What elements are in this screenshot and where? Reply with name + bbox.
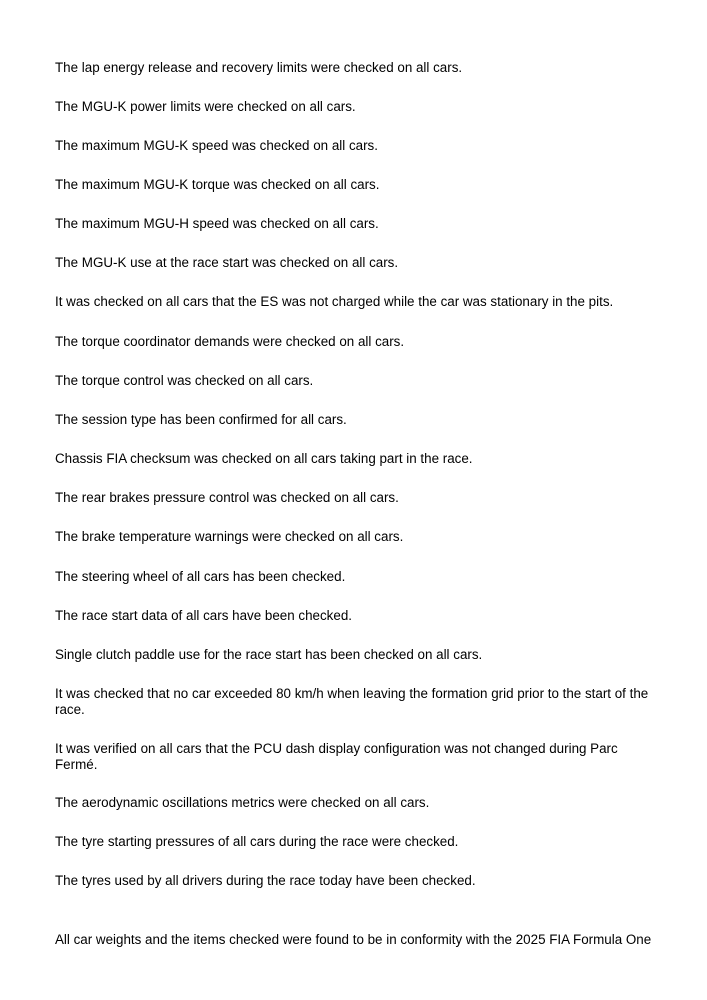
check-item: Chassis FIA checksum was checked on all cars taking part in the race.	[55, 451, 473, 466]
check-item: The tyres used by all drivers during the race today have been checked.	[55, 873, 476, 888]
check-item: The maximum MGU-K torque was checked on all cars.	[55, 177, 380, 192]
check-item: It was checked on all cars that the ES was not charged while the car was stationary in the pits.	[55, 294, 614, 309]
check-item: The torque control was checked on all cars.	[55, 373, 314, 388]
check-item: The lap energy release and recovery limits were checked on all cars.	[55, 60, 463, 75]
check-item: The tyre starting pressures of all cars during the race were checked.	[55, 834, 459, 849]
check-item: The torque coordinator demands were checked on all cars.	[55, 334, 405, 349]
check-item: The rear brakes pressure control was checked on all cars.	[55, 490, 399, 505]
check-item: The MGU-K power limits were checked on all cars.	[55, 99, 356, 114]
check-item: The brake temperature warnings were checked on all cars.	[55, 529, 404, 544]
check-item: It was verified on all cars that the PCU dash display configuration was not changed during Parc Fermé.	[55, 741, 618, 772]
check-item: The race start data of all cars have been checked.	[55, 608, 352, 623]
check-item: The MGU-K use at the race start was checked on all cars.	[55, 255, 399, 270]
check-item: The maximum MGU-K speed was checked on all cars.	[55, 138, 378, 153]
check-item: The session type has been confirmed for all cars.	[55, 412, 347, 427]
check-item: Single clutch paddle use for the race start has been checked on all cars.	[55, 647, 483, 662]
check-item: The maximum MGU-H speed was checked on all cars.	[55, 216, 379, 231]
conclusion-text: All car weights and the items checked were found to be in conformity with the 2025 FIA Formula One	[55, 932, 652, 947]
check-item: The aerodynamic oscillations metrics were checked on all cars.	[55, 795, 430, 810]
check-item: It was checked that no car exceeded 80 km/h when leaving the formation grid prior to the start of the race.	[55, 686, 649, 717]
check-item: The steering wheel of all cars has been checked.	[55, 569, 346, 584]
